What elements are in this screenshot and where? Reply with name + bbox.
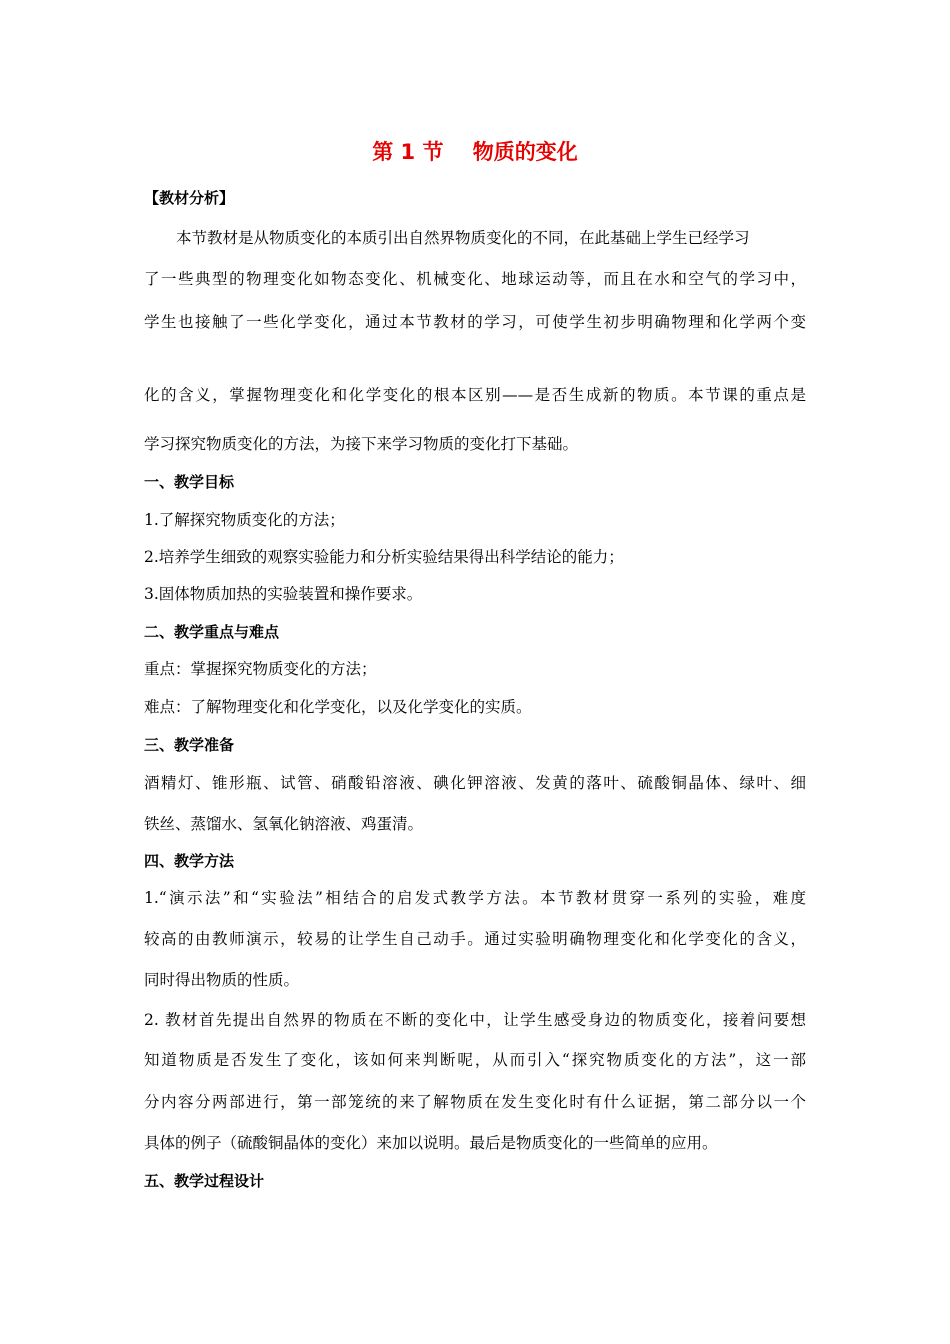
analysis-line: 学生也接触了一些化学变化，通过本节教材的学习，可使学生初步明确物理和化学两个变 <box>144 313 806 331</box>
prep-line: 酒精灯、锥形瓶、试管、硝酸铅溶液、碘化钾溶液、发黄的落叶、硫酸铜晶体、绿叶、细 <box>144 774 806 792</box>
goals-heading: 一、教学目标 <box>144 473 235 491</box>
method-line: 较高的由教师演示，较易的让学生自己动手。通过实验明确物理变化和化学变化的含义， <box>144 930 806 948</box>
method-line: 具体的例子（硫酸铜晶体的变化）来加以说明。最后是物质变化的一些简单的应用。 <box>144 1134 718 1152</box>
analysis-heading: 【教材分析】 <box>144 189 235 207</box>
page-title: 第 1 节 物质的变化 <box>372 140 578 164</box>
method-line: 知道物质是否发生了变化，该如何来判断呢，从而引入“探究物质变化的方法”，这一部 <box>144 1051 806 1069</box>
goal-item: 1.了解探究物质变化的方法； <box>144 511 345 529</box>
method-line: 分内容分两部进行，第一部笼统的来了解物质在发生变化时有什么证据，第二部分以一个 <box>144 1093 806 1111</box>
analysis-line: 了一些典型的物理变化如物态变化、机械变化、地球运动等，而且在水和空气的学习中， <box>144 270 806 288</box>
method-line: 2. 教材首先提出自然界的物质在不断的变化中，让学生感受身边的物质变化，接着问要想 <box>144 1011 806 1029</box>
keypoints-heading: 二、教学重点与难点 <box>144 623 280 641</box>
analysis-line: 本节教材是从物质变化的本质引出自然界物质变化的不同，在此基础上学生已经学习 <box>176 229 750 247</box>
analysis-line: 化的含义，掌握物理变化和化学变化的根本区别——是否生成新的物质。本节课的重点是 <box>144 386 806 404</box>
method-heading: 四、教学方法 <box>144 852 235 870</box>
method-line: 同时得出物质的性质。 <box>144 971 300 989</box>
goal-item: 3.固体物质加热的实验装置和操作要求。 <box>144 585 423 603</box>
keypoint-item: 难点：了解物理变化和化学变化，以及化学变化的实质。 <box>144 698 532 716</box>
analysis-line: 学习探究物质变化的方法，为接下来学习物质的变化打下基础。 <box>144 435 579 453</box>
process-heading: 五、教学过程设计 <box>144 1172 265 1190</box>
keypoint-item: 重点：掌握探究物质变化的方法； <box>144 660 377 678</box>
goal-item: 2.培养学生细致的观察实验能力和分析实验结果得出科学结论的能力； <box>144 548 624 566</box>
prep-line: 铁丝、蒸馏水、氢氧化钠溶液、鸡蛋清。 <box>144 815 424 833</box>
prep-heading: 三、教学准备 <box>144 736 235 754</box>
method-line: 1.“演示法”和“实验法”相结合的启发式教学方法。本节教材贯穿一系列的实验，难度 <box>144 889 806 907</box>
